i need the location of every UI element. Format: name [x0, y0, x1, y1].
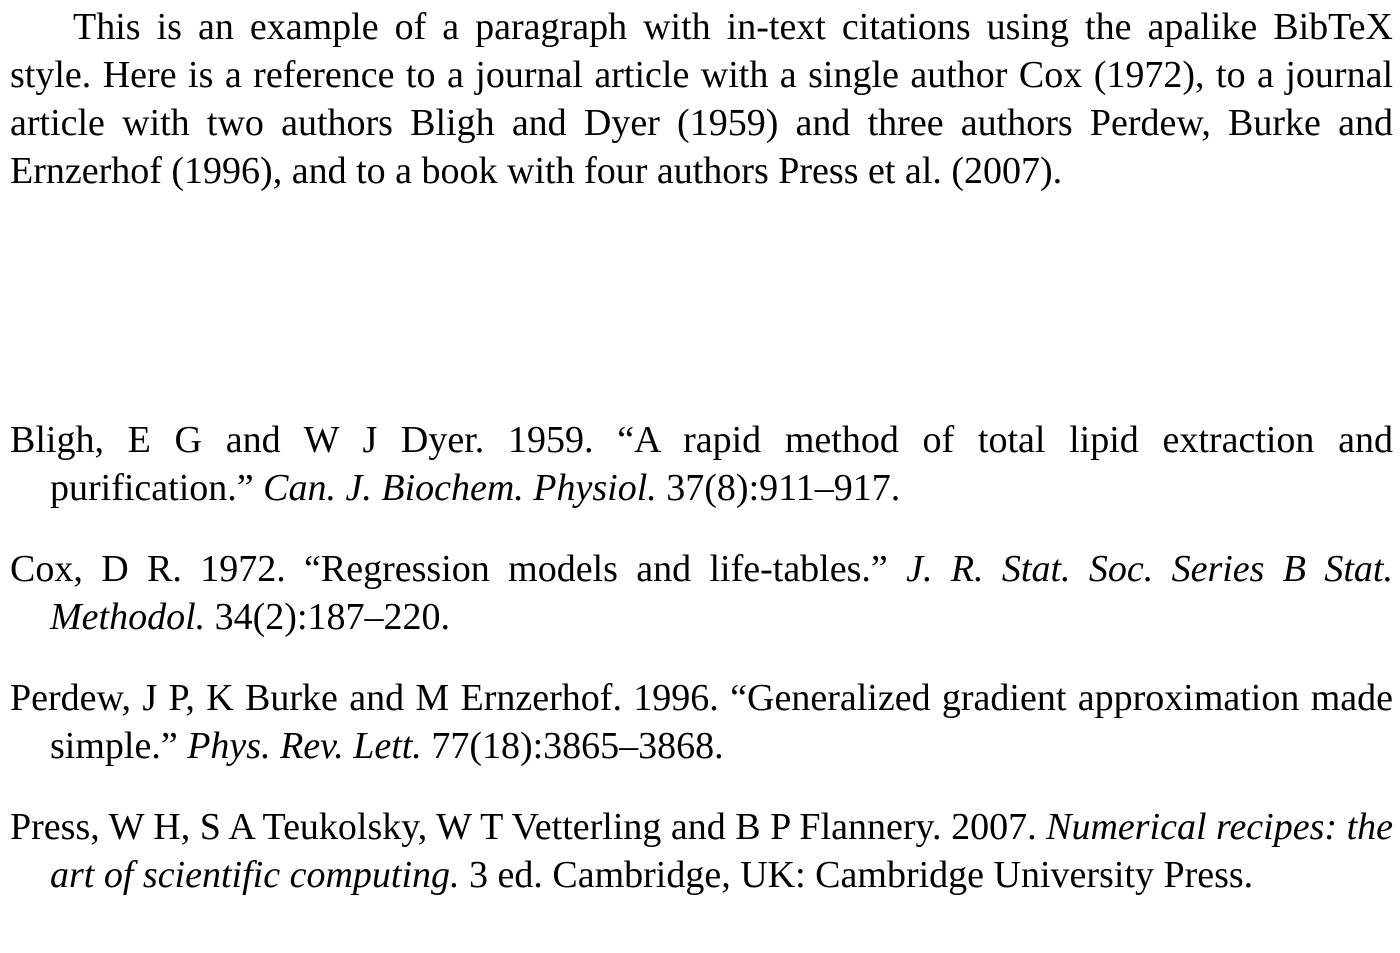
reference-details: 37(8):911–917.: [656, 467, 901, 509]
paragraph-text: and three authors: [778, 102, 1090, 144]
paragraph-text: , and to a book with four authors: [272, 150, 779, 192]
reference-details: 77(18):3865–3868.: [421, 725, 724, 767]
reference-venue: Numerical recipes: the art of scientific computing.: [50, 806, 1393, 896]
reference-details: 34(2):187–220.: [205, 596, 451, 638]
reference-entry-bligh: [10, 416, 1393, 512]
document-page: [10, 3, 1393, 195]
reference-title: “Regression models and life-tables.”: [304, 548, 907, 590]
reference-entry-press: [10, 803, 1393, 899]
reference-authors-year: Cox, D R. 1972.: [10, 548, 305, 590]
reference-authors-year: Press, W H, S A Teukolsky, W T Vetterling and B P Flannery. 2007.: [10, 806, 1047, 848]
reference-venue: Phys. Rev. Lett.: [187, 725, 422, 767]
reference-venue: Can. J. Biochem. Physiol.: [263, 467, 657, 509]
reference-title: “A rapid method of total lipid extraction and purification.”: [50, 419, 1393, 509]
reference-authors-year: Perdew, J P, K Burke and M Ernzerhof. 1996.: [10, 677, 731, 719]
citation-press: Press et al. (2007): [778, 150, 1053, 192]
reference-venue: J. R. Stat. Soc. Series B Stat. Methodol.: [50, 548, 1393, 638]
citation-bligh-dyer: Bligh and Dyer (1959): [410, 102, 779, 144]
reference-title: “Generalized gradient approximation made simple.”: [50, 677, 1393, 767]
paragraph-text: This is an example of a paragraph with in-text citations using the apalike BibTeX style. Here is a reference to a journal article with a single author: [10, 6, 1393, 96]
reference-list: [10, 416, 1393, 899]
reference-entry-cox: [10, 545, 1393, 641]
citation-perdew: Perdew, Burke and Ernzerhof (1996): [10, 102, 1393, 192]
paragraph-text: .: [1052, 150, 1063, 192]
paragraph-text: , to a journal article with two authors: [10, 54, 1394, 144]
citation-cox: Cox (1972): [1018, 54, 1196, 96]
intro-paragraph: [10, 3, 1393, 195]
reference-authors-year: Bligh, E G and W J Dyer. 1959.: [10, 419, 618, 461]
reference-details: 3 ed. Cambridge, UK: Cambridge University Press.: [459, 854, 1254, 896]
reference-entry-perdew: [10, 674, 1393, 770]
